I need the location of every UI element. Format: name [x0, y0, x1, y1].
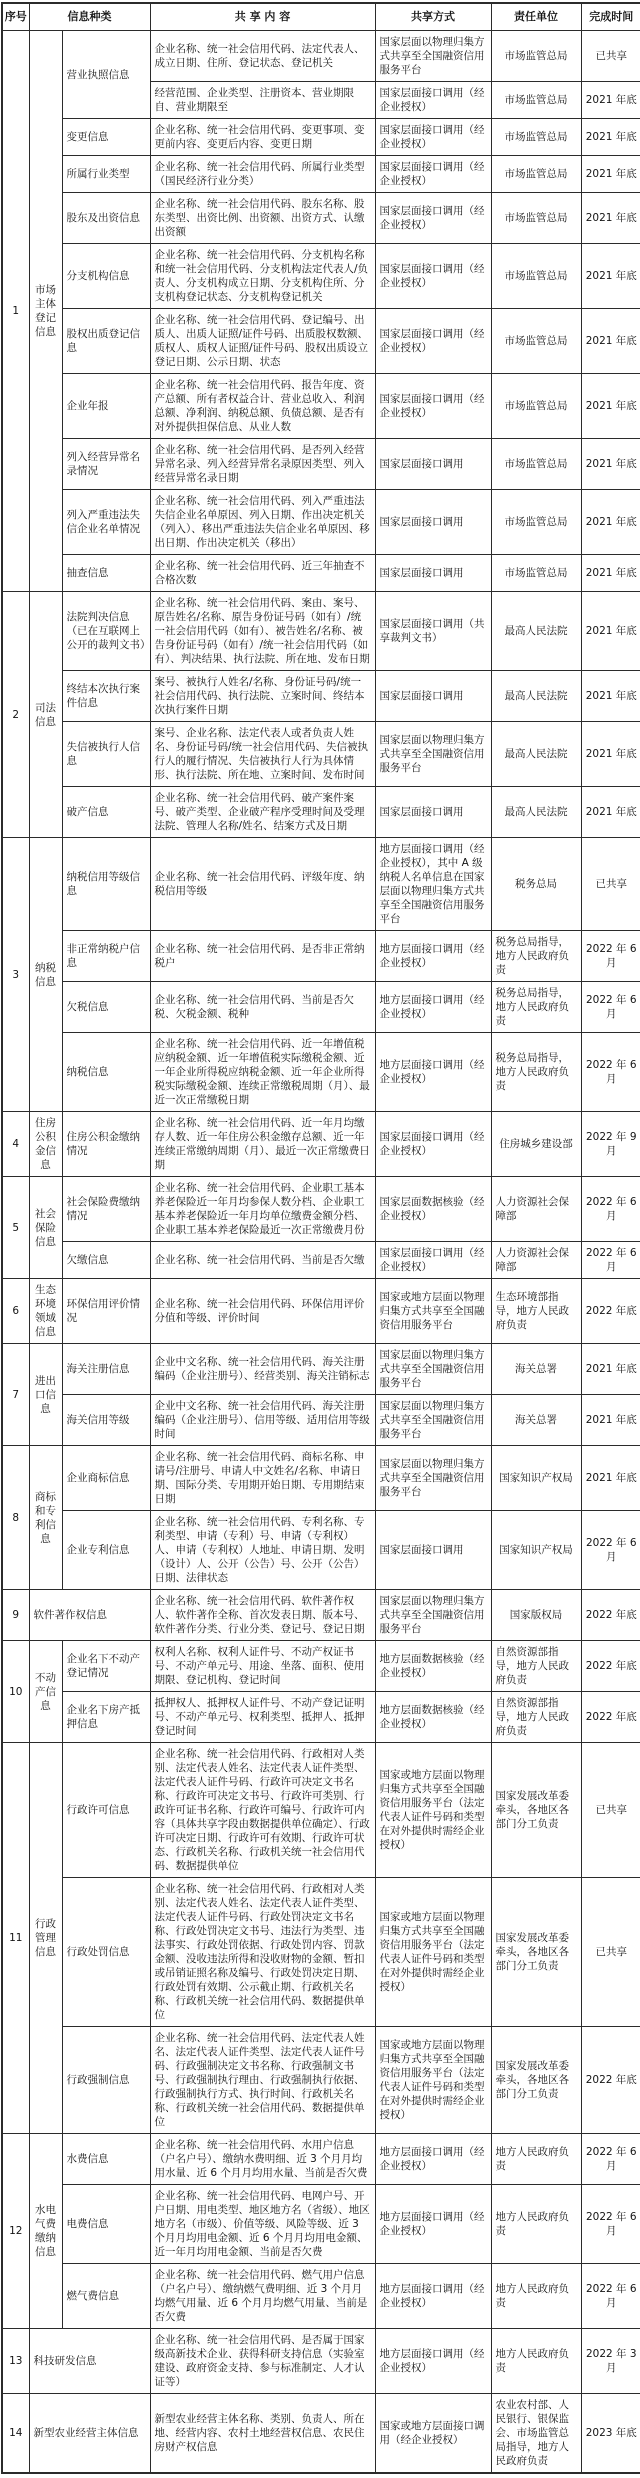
share-method: 国家层面以物理归集方式共享至全国融资信用服务平台	[375, 1344, 491, 1395]
info-type: 社会保险费缴纳情况	[62, 1177, 150, 1242]
info-category: 进出口信息	[29, 1344, 62, 1446]
info-type: 企业名下房产抵押信息	[62, 1692, 150, 1743]
row-number: 9	[2, 1590, 29, 1641]
table-row	[2, 838, 640, 931]
completion-time: 2021 年底	[581, 82, 640, 119]
share-method: 国家层面接口调用（共享裁判文书）	[375, 592, 491, 671]
share-method: 地方层面接口调用（经企业授权）	[375, 2264, 491, 2329]
share-method: 国家层面接口调用（经企业授权）	[375, 309, 491, 374]
table-row	[2, 722, 640, 787]
completion-time: 2022 年底	[581, 2027, 640, 2134]
completion-time: 2022 年 6 月	[581, 2185, 640, 2264]
share-method: 地方层面接口调用（经企业授权）	[375, 2329, 491, 2394]
completion-time: 已共享	[581, 31, 640, 82]
share-content: 企业名称、统一社会信用代码、专利名称、专利类型、申请（专利）号、申请（专利权）人、申请（专利权）人地址、申请日期、发明（设计）人、公开（公告）号、公开（公告）日期、法律状态	[150, 1511, 375, 1590]
completion-time: 2022 年底	[581, 1590, 640, 1641]
info-type: 欠缴信息	[62, 1242, 150, 1279]
share-content: 企业名称、统一社会信用代码、水用户信息（户名户号）、缴纳水费明细、近 3 个月月均用水量、近 6 个月月均用水量、当前是否欠费	[150, 2134, 375, 2185]
share-content: 企业名称、统一社会信用代码、近一年增值税应纳税金额、近一年增值税实际缴税金额、近一年企业所得税应纳税金额、近一年企业所得税实际缴税金额、连续正常缴税周期（月）、最近一次正常缴税日期	[150, 1033, 375, 1112]
info-category: 新型农业经营主体信息	[29, 2394, 150, 2474]
table-row	[2, 1344, 640, 1395]
table-row	[2, 309, 640, 374]
responsible-unit: 自然资源部指导，地方人民政府负责	[491, 1641, 581, 1692]
share-method: 国家层面接口调用（经企业授权）	[375, 374, 491, 439]
share-content: 企业名称、统一社会信用代码、电网户号、开户日期、用电类型、地区地方名（省级）、地区地方名（市级）、价值等级、风险等级、近 3 个月月均用电金额、近 6 个月月均用电金额、近一年月均用电金额、当前是否欠费	[150, 2185, 375, 2264]
completion-time: 2021 年底	[581, 1395, 640, 1446]
responsible-unit: 市场监管总局	[491, 82, 581, 119]
completion-time: 2022 年底	[581, 1279, 640, 1344]
header-row	[2, 3, 640, 31]
info-category: 市场主体登记信息	[29, 31, 62, 592]
column-header-share-content: 共 享 内 容	[150, 3, 375, 31]
table-row	[2, 1692, 640, 1743]
table-row	[2, 1177, 640, 1242]
share-method: 地方层面接口调用（经企业授权），其中 A 级纳税人名单信息在国家层面以物理归集方式共享至全国融资信用服务平台	[375, 838, 491, 931]
completion-time: 2022 年 6 月	[581, 982, 640, 1033]
info-category: 科技研发信息	[29, 2329, 150, 2394]
row-number: 12	[2, 2134, 29, 2329]
table-row	[2, 2027, 640, 2134]
info-category: 不动产信息	[29, 1641, 62, 1743]
share-content: 企业中文名称、统一社会信用代码、海关注册编码（企业注册号）、经营类别、海关注销标志	[150, 1344, 375, 1395]
share-content: 企业名称、统一社会信用代码、软件著作权人、软件著作全称、首次发表日期、版本号、软件著作分类、行业分类、登记号、登记日期	[150, 1590, 375, 1641]
responsible-unit: 市场监管总局	[491, 439, 581, 490]
completion-time: 2021 年底	[581, 592, 640, 671]
info-type: 行政许可信息	[62, 1743, 150, 1878]
share-method: 国家层面接口调用	[375, 787, 491, 838]
info-category: 商标和专利信息	[29, 1446, 62, 1590]
share-content: 案号、被执行人姓名/名称、身份证号码/统一社会信用代码、执行法院、立案时间、终结本次执行案件日期	[150, 671, 375, 722]
completion-time: 已共享	[581, 1878, 640, 2027]
share-content: 企业名称、统一社会信用代码、当前是否欠缴	[150, 1242, 375, 1279]
row-number: 1	[2, 31, 29, 592]
table-row	[2, 1242, 640, 1279]
share-method: 地方层面接口调用（经企业授权）	[375, 931, 491, 982]
completion-time: 2023 年底	[581, 2394, 640, 2474]
responsible-unit: 市场监管总局	[491, 490, 581, 555]
info-type: 破产信息	[62, 787, 150, 838]
row-number: 10	[2, 1641, 29, 1743]
completion-time: 2021 年底	[581, 374, 640, 439]
info-category: 司法信息	[29, 592, 62, 838]
share-method: 国家层面接口调用（经企业授权）	[375, 244, 491, 309]
table-row	[2, 2329, 640, 2394]
info-type: 企业名下不动产登记情况	[62, 1641, 150, 1692]
info-type: 住房公积金缴纳情况	[62, 1112, 150, 1177]
share-method: 国家层面接口调用	[375, 555, 491, 592]
responsible-unit: 自然资源部指导，地方人民政府负责	[491, 1692, 581, 1743]
info-type: 环保信用评价情况	[62, 1279, 150, 1344]
info-category: 住房公积金信息	[29, 1112, 62, 1177]
responsible-unit: 市场监管总局	[491, 555, 581, 592]
table-row	[2, 787, 640, 838]
completion-time: 2021 年底	[581, 490, 640, 555]
info-type: 抽查信息	[62, 555, 150, 592]
completion-time: 2022 年 6 月	[581, 2134, 640, 2185]
share-content: 企业名称、统一社会信用代码、燃气用户信息（户名户号）、缴纳燃气费明细、近 3 个月月均燃气用量、近 6 个月月均燃气用量、当前是否欠费	[150, 2264, 375, 2329]
row-number: 5	[2, 1177, 29, 1279]
row-number: 6	[2, 1279, 29, 1344]
share-content: 企业名称、统一社会信用代码、环保信用评价分值和等级、评价时间	[150, 1279, 375, 1344]
completion-time: 2021 年底	[581, 671, 640, 722]
completion-time: 2022 年 3 月	[581, 2329, 640, 2394]
table-row	[2, 1590, 640, 1641]
table-row	[2, 1878, 640, 2027]
row-number: 11	[2, 1743, 29, 2134]
share-method: 国家层面接口调用（经企业授权）	[375, 82, 491, 119]
responsible-unit: 地方人民政府负责	[491, 2134, 581, 2185]
table-row	[2, 119, 640, 156]
share-content: 抵押权人、抵押权人证件号、不动产登记证明号、不动产单元号、权利类型、抵押人、抵押登记时间	[150, 1692, 375, 1743]
table-row	[2, 1279, 640, 1344]
completion-time: 2021 年底	[581, 1446, 640, 1511]
share-content: 企业名称、统一社会信用代码、是否非正常纳税户	[150, 931, 375, 982]
completion-time: 已共享	[581, 838, 640, 931]
info-type: 股权出质登记信息	[62, 309, 150, 374]
share-content: 企业名称、统一社会信用代码、法定代表人、成立日期、住所、登记状态、登记机关	[150, 31, 375, 82]
table-row	[2, 1511, 640, 1590]
share-content: 新型农业经营主体名称、类别、负责人、所在地、经营内容、农村土地经营权信息、农民住房财产权信息	[150, 2394, 375, 2474]
share-content: 企业名称、统一社会信用代码、企业职工基本养老保险近一年月均参保人数分档、企业职工基本养老保险近一年月均单位缴费金额分档、企业职工基本养老保险最近一次正常缴费月份	[150, 1177, 375, 1242]
share-content: 企业名称、统一社会信用代码、行政相对人类别、法定代表人姓名、法定代表人证件类型、法定代表人证件号码、行政处罚决定文书名称、行政处罚决定文书号、违法行为类型、违法事实、行政处罚依据、行政处罚内容、罚款金额、没收违法所得和没收财物的金额、暂扣或吊销证照名称及编号、行政处罚决定日期、行政处罚有效期、公示截止期、行政机关名称、行政机关统一社会信用代码、数据提供单位	[150, 1878, 375, 2027]
share-content: 企业中文名称、统一社会信用代码、海关注册编码（企业注册号）、信用等级、适用信用等级时间	[150, 1395, 375, 1446]
table-row	[2, 671, 640, 722]
completion-time: 2021 年底	[581, 119, 640, 156]
responsible-unit: 最高人民法院	[491, 671, 581, 722]
share-content: 企业名称、统一社会信用代码、分支机构名称和统一社会信用代码、分支机构法定代表人/负责人、分支机构成立日期、分支机构住所、分支机构登记状态、分支机构登记机关	[150, 244, 375, 309]
table-row	[2, 2185, 640, 2264]
share-content: 企业名称、统一社会信用代码、是否列入经营异常名录、列入经营异常名录原因类型、列入经营异常名录日期	[150, 439, 375, 490]
info-type: 行政强制信息	[62, 2027, 150, 2134]
info-type: 终结本次执行案件信息	[62, 671, 150, 722]
table-row	[2, 156, 640, 193]
share-content: 企业名称、统一社会信用代码、列入严重违法失信企业名单原因、列入日期、作出决定机关（列入）、移出严重违法失信企业名单原因、移出日期、作出决定机关（移出）	[150, 490, 375, 555]
info-type: 列入严重违法失信企业名单情况	[62, 490, 150, 555]
table-row	[2, 1112, 640, 1177]
completion-time: 2022 年 6 月	[581, 1511, 640, 1590]
responsible-unit: 市场监管总局	[491, 31, 581, 82]
row-number: 3	[2, 838, 29, 1112]
responsible-unit: 人力资源社会保障部	[491, 1177, 581, 1242]
completion-time: 2022 年 6 月	[581, 2264, 640, 2329]
share-content: 企业名称、统一社会信用代码、登记编号、出质人、出质人证照/证件号码、出质股权数额、质权人、质权人证照/证件号码、股权出质设立登记日期、公示日期、状态	[150, 309, 375, 374]
completion-time: 2021 年底	[581, 244, 640, 309]
share-method: 国家层面接口调用（经企业授权）	[375, 1112, 491, 1177]
responsible-unit: 地方人民政府负责	[491, 2329, 581, 2394]
share-method: 地方层面接口调用（经企业授权）	[375, 2134, 491, 2185]
column-header-completion-time: 完成时间	[581, 3, 640, 31]
info-category: 软件著作权信息	[29, 1590, 150, 1641]
share-method: 国家或地方层面以物理归集方式共享至全国融资信用服务平台	[375, 1279, 491, 1344]
share-content: 企业名称、统一社会信用代码、当前是否欠税、欠税金额、税种	[150, 982, 375, 1033]
responsible-unit: 住房城乡建设部	[491, 1112, 581, 1177]
info-type: 行政处罚信息	[62, 1878, 150, 2027]
share-method: 国家层面接口调用（经企业授权）	[375, 119, 491, 156]
share-content: 企业名称、统一社会信用代码、案由、案号、原告姓名/名称、原告身份证号码（如有）/统一社会信用代码（如有）、被告姓名/名称、被告身份证号码（如有）/统一社会信用代码（如有）、判决结果、执行法院、所在地、发布日期	[150, 592, 375, 671]
table-row	[2, 2264, 640, 2329]
share-content: 企业名称、统一社会信用代码、评级年度、纳税信用等级	[150, 838, 375, 931]
responsible-unit: 最高人民法院	[491, 787, 581, 838]
responsible-unit: 市场监管总局	[491, 156, 581, 193]
table-row	[2, 555, 640, 592]
info-type: 燃气费信息	[62, 2264, 150, 2329]
info-type: 海关信用等级	[62, 1395, 150, 1446]
responsible-unit: 地方人民政府负责	[491, 2264, 581, 2329]
responsible-unit: 税务总局指导，地方人民政府负责	[491, 982, 581, 1033]
table-row	[2, 1743, 640, 1878]
share-method: 国家层面以物理归集方式共享至全国融资信用服务平台	[375, 1590, 491, 1641]
responsible-unit: 国家发展改革委牵头，各地区各部门分工负责	[491, 2027, 581, 2134]
share-method: 国家或地方层面以物理归集方式共享至全国融资信用服务平台（法定代表人证件号码和类型在对外提供时需经企业授权）	[375, 1743, 491, 1878]
responsible-unit: 市场监管总局	[491, 244, 581, 309]
table-row	[2, 244, 640, 309]
info-type: 非正常纳税户信息	[62, 931, 150, 982]
completion-time: 2022 年 9 月	[581, 1112, 640, 1177]
share-content: 经营范围、企业类型、注册资本、营业期限自、营业期限至	[150, 82, 375, 119]
info-type: 水费信息	[62, 2134, 150, 2185]
table-row	[2, 439, 640, 490]
share-method: 国家或地方层面接口调用（经企业授权）	[375, 2394, 491, 2474]
share-content: 权利人名称、权利人证件号、不动产权证书号、不动产单元号、用途、坐落、面积、使用期限、登记机构、登记时间	[150, 1641, 375, 1692]
completion-time: 2022 年 6 月	[581, 1177, 640, 1242]
table-row	[2, 931, 640, 982]
responsible-unit: 国家知识产权局	[491, 1446, 581, 1511]
completion-time: 2021 年底	[581, 156, 640, 193]
column-header-share-method: 共享方式	[375, 3, 491, 31]
info-category: 生态环境领域信息	[29, 1279, 62, 1344]
responsible-unit: 税务总局指导，地方人民政府负责	[491, 931, 581, 982]
responsible-unit: 市场监管总局	[491, 193, 581, 244]
share-method: 国家层面以物理归集方式共享至全国融资信用服务平台	[375, 722, 491, 787]
row-number: 14	[2, 2394, 29, 2474]
table-row	[2, 592, 640, 671]
share-content: 企业名称、统一社会信用代码、是否属于国家级高新技术企业、获得科研支持信息（实验室建设、政府资金支持、参与标准制定、人才认证等）	[150, 2329, 375, 2394]
info-type: 营业执照信息	[62, 31, 150, 119]
share-method: 国家层面以物理归集方式共享至全国融资信用服务平台	[375, 1446, 491, 1511]
responsible-unit: 海关总署	[491, 1344, 581, 1395]
share-method: 国家或地方层面以物理归集方式共享至全国融资信用服务平台（法定代表人证件号码和类型在对外提供时需经企业授权）	[375, 1878, 491, 2027]
table-row	[2, 374, 640, 439]
share-method: 国家层面数据核验（经企业授权）	[375, 1177, 491, 1242]
share-content: 企业名称、统一社会信用代码、所属行业类型（国民经济行业分类）	[150, 156, 375, 193]
table-body	[2, 31, 640, 2474]
table-row	[2, 1446, 640, 1511]
share-content: 企业名称、统一社会信用代码、变更事项、变更前内容、变更后内容、变更日期	[150, 119, 375, 156]
completion-time: 2021 年底	[581, 309, 640, 374]
table-row	[2, 1641, 640, 1692]
completion-time: 2021 年底	[581, 1344, 640, 1395]
share-content: 企业名称、统一社会信用代码、商标名称、申请号/注册号、申请人中文姓名/名称、申请日期、国际分类、专用期开始日期、专用期结束日期	[150, 1446, 375, 1511]
info-type: 纳税信用等级信息	[62, 838, 150, 931]
info-type: 海关注册信息	[62, 1344, 150, 1395]
completion-time: 2022 年 6 月	[581, 931, 640, 982]
share-content: 企业名称、统一社会信用代码、破产案件案号、破产类型、企业破产程序受理时间及受理法院、管理人名称/姓名、结案方式及日期	[150, 787, 375, 838]
share-content: 企业名称、统一社会信用代码、近三年抽查不合格次数	[150, 555, 375, 592]
info-category: 纳税信息	[29, 838, 62, 1112]
share-content: 企业名称、统一社会信用代码、近一年月均缴存人数、近一年住房公积金缴存总额、近一年连续正常缴纳周期（月）、最近一次正常缴费日期	[150, 1112, 375, 1177]
table-row	[2, 982, 640, 1033]
info-type: 纳税信息	[62, 1033, 150, 1112]
column-header-info-type: 信息种类	[29, 3, 150, 31]
completion-time: 2022 年 6 月	[581, 1242, 640, 1279]
info-type: 法院判决信息（已在互联网上公开的裁判文书）	[62, 592, 150, 671]
share-method: 地方层面接口调用（经企业授权）	[375, 1033, 491, 1112]
share-method: 国家层面接口调用（经企业授权）	[375, 193, 491, 244]
info-type: 企业年报	[62, 374, 150, 439]
share-method: 国家层面接口调用	[375, 490, 491, 555]
column-header-index: 序号	[2, 3, 29, 31]
info-type: 电费信息	[62, 2185, 150, 2264]
share-method: 国家层面接口调用（经企业授权）	[375, 1242, 491, 1279]
responsible-unit: 国家版权局	[491, 1590, 581, 1641]
share-content: 企业名称、统一社会信用代码、股东名称、股东类型、出资比例、出资额、出资方式、认缴出资额	[150, 193, 375, 244]
table-row	[2, 2394, 640, 2474]
info-category: 水电气费缴纳信息	[29, 2134, 62, 2329]
row-number: 13	[2, 2329, 29, 2394]
info-category: 行政管理信息	[29, 1743, 62, 2134]
info-type: 失信被执行人信息	[62, 722, 150, 787]
share-content: 企业名称、统一社会信用代码、报告年度、资产总额、所有者权益合计、营业总收入、利润总额、净利润、纳税总额、负债总额、是否有对外提供担保信息、从业人数	[150, 374, 375, 439]
completion-time: 2021 年底	[581, 193, 640, 244]
share-method: 国家层面接口调用	[375, 1511, 491, 1590]
info-type: 变更信息	[62, 119, 150, 156]
share-method: 国家层面接口调用（经企业授权）	[375, 156, 491, 193]
responsible-unit: 市场监管总局	[491, 119, 581, 156]
info-type: 股东及出资信息	[62, 193, 150, 244]
completion-time: 2022 年底	[581, 1641, 640, 1692]
responsible-unit: 地方人民政府负责	[491, 2185, 581, 2264]
row-number: 8	[2, 1446, 29, 1590]
column-header-responsible-unit: 责任单位	[491, 3, 581, 31]
completion-time: 2021 年底	[581, 787, 640, 838]
responsible-unit: 最高人民法院	[491, 722, 581, 787]
share-content: 企业名称、统一社会信用代码、行政相对人类别、法定代表人姓名、法定代表人证件类型、法定代表人证件号码、行政许可决定文书名称、行政许可决定文书号、行政许可类别、行政许可证书名称、行政许可编号、行政许可内容（具体共享字段由数据提供单位确定）、行政许可决定日期、行政许可有效期、行政许可状态、行政机关名称、行政机关统一社会信用代码、数据提供单位	[150, 1743, 375, 1878]
info-type: 分支机构信息	[62, 244, 150, 309]
responsible-unit: 市场监管总局	[491, 309, 581, 374]
share-method: 地方层面数据核验（经企业授权）	[375, 1641, 491, 1692]
share-method: 国家或地方层面以物理归集方式共享至全国融资信用服务平台（法定代表人证件号码和类型在对外提供时需经企业授权）	[375, 2027, 491, 2134]
completion-time: 2021 年底	[581, 439, 640, 490]
table-row	[2, 31, 640, 82]
responsible-unit: 人力资源社会保障部	[491, 1242, 581, 1279]
responsible-unit: 税务总局	[491, 838, 581, 931]
table-row	[2, 1033, 640, 1112]
row-number: 4	[2, 1112, 29, 1177]
completion-time: 2021 年底	[581, 555, 640, 592]
responsible-unit: 国家知识产权局	[491, 1511, 581, 1590]
info-sharing-table	[1, 2, 640, 2474]
share-method: 地方层面接口调用（经企业授权）	[375, 982, 491, 1033]
info-type: 企业商标信息	[62, 1446, 150, 1511]
share-content: 案号、企业名称、法定代表人或者负责人姓名、身份证号码/统一社会信用代码、失信被执行人的履行情况、失信被执行人行为具体情形、执行法院、所在地、立案时间、发布时间	[150, 722, 375, 787]
info-type: 所属行业类型	[62, 156, 150, 193]
info-category: 社会保险信息	[29, 1177, 62, 1279]
responsible-unit: 税务总局指导，地方人民政府负责	[491, 1033, 581, 1112]
completion-time: 2021 年底	[581, 722, 640, 787]
info-type: 企业专利信息	[62, 1511, 150, 1590]
responsible-unit: 市场监管总局	[491, 374, 581, 439]
table-row	[2, 490, 640, 555]
responsible-unit: 生态环境部指导，地方人民政府负责	[491, 1279, 581, 1344]
share-method: 国家层面接口调用	[375, 439, 491, 490]
responsible-unit: 最高人民法院	[491, 592, 581, 671]
info-type: 列入经营异常名录情况	[62, 439, 150, 490]
table-row	[2, 2134, 640, 2185]
share-method: 国家层面接口调用	[375, 671, 491, 722]
completion-time: 2022 年 6 月	[581, 1033, 640, 1112]
share-method: 地方层面数据核验（经企业授权）	[375, 1692, 491, 1743]
row-number: 7	[2, 1344, 29, 1446]
completion-time: 已共享	[581, 1743, 640, 1878]
share-method: 地方层面接口调用（经企业授权）	[375, 2185, 491, 2264]
completion-time: 2022 年底	[581, 1692, 640, 1743]
share-content: 企业名称、统一社会信用代码、法定代表人姓名、法定代表人证件类型、法定代表人证件号码、行政强制决定文书名称、行政强制文书号、行政强制执行理由、行政强制执行依据、行政强制执行方式、执行时间、行政机关名称、行政机关统一社会信用代码、数据提供单位	[150, 2027, 375, 2134]
table-row	[2, 193, 640, 244]
responsible-unit: 国家发展改革委牵头，各地区各部门分工负责	[491, 1743, 581, 1878]
info-type: 欠税信息	[62, 982, 150, 1033]
row-number: 2	[2, 592, 29, 838]
share-method: 国家层面以物理归集方式共享至全国融资信用服务平台	[375, 31, 491, 82]
table-row	[2, 1395, 640, 1446]
responsible-unit: 海关总署	[491, 1395, 581, 1446]
responsible-unit: 农业农村部、人民银行、银保监会、市场监管总局指导，地方人民政府负责	[491, 2394, 581, 2474]
responsible-unit: 国家发展改革委牵头，各地区各部门分工负责	[491, 1878, 581, 2027]
share-method: 国家层面以物理归集方式共享至全国融资信用服务平台	[375, 1395, 491, 1446]
